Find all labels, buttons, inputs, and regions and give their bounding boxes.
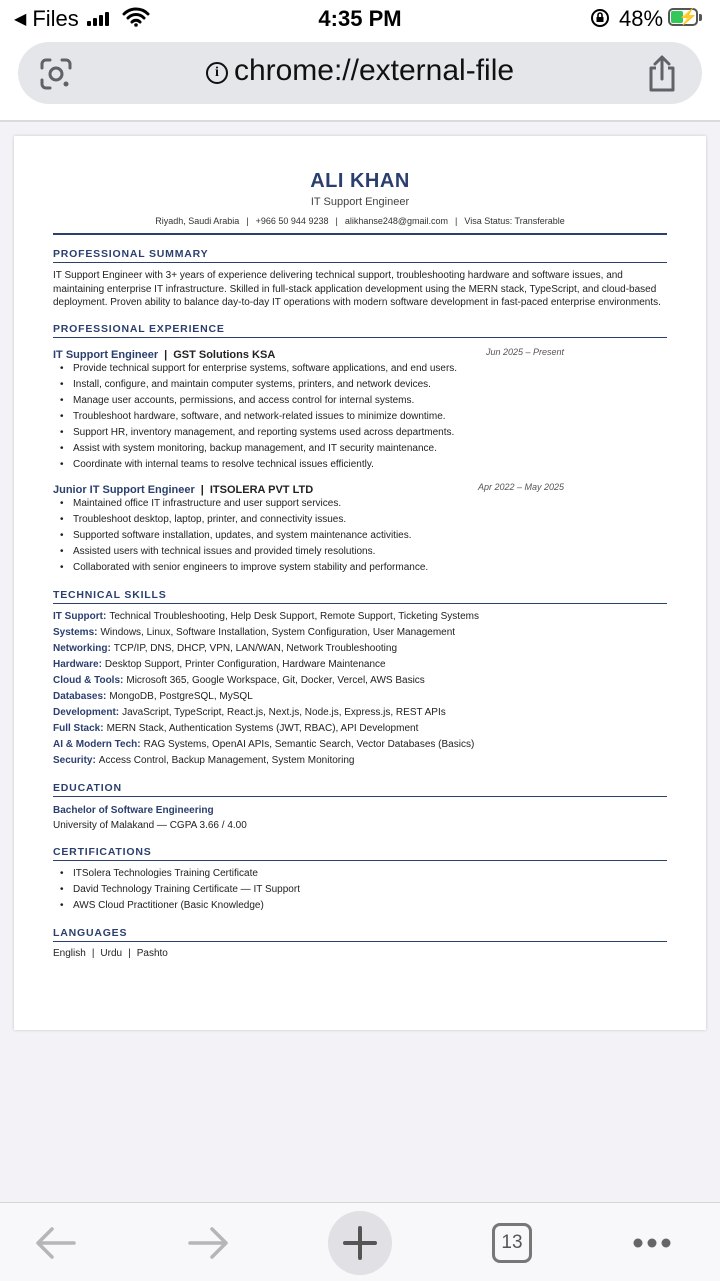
skill-value: Windows, Linux, Software Installation, System Configuration, User Management (100, 626, 456, 638)
skill-value: Desktop Support, Printer Configuration, Hardware Maintenance (104, 658, 386, 670)
list-item: • Assisted users with technical issues and provided timely resolutions. (73, 544, 667, 560)
share-icon[interactable] (644, 54, 680, 94)
section-title-education: EDUCATION (53, 782, 667, 797)
site-info-icon[interactable]: i (206, 62, 228, 84)
skill-row (53, 721, 667, 737)
skill-label: AI & Modern Tech: (53, 739, 141, 751)
job-bullets (53, 361, 667, 473)
contact-location: Riyadh, Saudi Arabia (155, 216, 240, 226)
job-title: Junior IT Support Engineer (53, 483, 195, 496)
list-item: • Provide technical support for enterprise systems, software applications, and end users. (73, 361, 667, 377)
arrow-left-icon (24, 1211, 88, 1275)
tab-count: 13 (492, 1223, 532, 1263)
plus-icon (328, 1211, 392, 1275)
section-title-languages: LANGUAGES (53, 927, 667, 942)
list-item: • Install, configure, and maintain computer systems, printers, and network devices. (73, 377, 667, 393)
job-dates: Jun 2025 – Present (485, 346, 564, 357)
skill-row (53, 705, 667, 721)
language-item: Pashto (136, 948, 168, 960)
resume-role: IT Support Engineer (310, 196, 410, 208)
skill-row (53, 753, 667, 769)
skill-row (53, 673, 667, 689)
contact-visa: Visa Status: Transferable (464, 216, 565, 226)
education-degree: Bachelor of Software Engineering (53, 805, 214, 817)
back-triangle-icon: ◀ (14, 11, 27, 28)
resume-name: ALI KHAN (310, 170, 410, 192)
battery-percentage: 48% (619, 6, 664, 31)
skill-value: Access Control, Backup Management, System Monitoring (98, 755, 355, 767)
job-header (53, 480, 667, 494)
skill-value: MERN Stack, Authentication Systems (JWT, RBAC), API Development (106, 723, 419, 735)
skill-row (53, 625, 667, 641)
section-title-experience: PROFESSIONAL EXPERIENCE (53, 323, 667, 338)
skills-list (53, 609, 667, 770)
job-title-line: Junior IT Support Engineer | ITSOLERA PVT LTD (53, 483, 314, 496)
resume-document (14, 136, 706, 1030)
section-title-summary: PROFESSIONAL SUMMARY (53, 248, 667, 263)
list-item: • ITSolera Technologies Training Certificate (73, 866, 667, 882)
status-bar (0, 0, 720, 36)
list-item: • AWS Cloud Practitioner (Basic Knowledge) (73, 898, 667, 914)
tab-switcher-button[interactable] (480, 1211, 544, 1275)
skill-value: JavaScript, TypeScript, React.js, Next.js, Node.js, Express.js, REST APIs (122, 707, 446, 719)
job-header (53, 345, 667, 359)
skill-label: Security: (53, 755, 96, 767)
header-divider (53, 233, 667, 235)
url-text: chrome://external-file (233, 54, 515, 87)
skill-label: Full Stack: (53, 723, 104, 735)
browser-address-bar (0, 36, 720, 122)
job-title-line: IT Support Engineer | GST Solutions KSA (53, 348, 276, 361)
list-item: • Maintained office IT infrastructure and user support services. (73, 496, 667, 512)
more-dots-icon (620, 1211, 684, 1275)
language-item: English (53, 948, 86, 960)
list-item: • Supported software installation, updates, and system maintenance activities. (73, 528, 667, 544)
arrow-right-icon (176, 1211, 240, 1275)
list-item: • Assist with system monitoring, backup management, and IT security maintenance. (73, 441, 667, 457)
job-company: GST Solutions KSA (173, 348, 276, 361)
skill-label: Hardware: (53, 658, 102, 670)
toolbar-divider (0, 120, 720, 122)
skill-label: Networking: (53, 642, 111, 654)
skill-row (53, 609, 667, 625)
skill-row (53, 689, 667, 705)
job-bullets (53, 496, 667, 576)
list-item: • Collaborated with senior engineers to improve system stability and performance. (73, 560, 667, 576)
job-company: ITSOLERA PVT LTD (209, 483, 314, 496)
languages-line: English | Urdu | Pashto (53, 948, 168, 960)
language-item: Urdu (100, 948, 123, 960)
back-button[interactable] (24, 1211, 88, 1275)
skill-row (53, 641, 667, 657)
list-item: • Manage user accounts, permissions, and access control for internal systems. (73, 393, 667, 409)
list-item: • Troubleshoot hardware, software, and network-related issues to minimize downtime. (73, 409, 667, 425)
section-title-certifications: CERTIFICATIONS (53, 846, 667, 861)
list-item: • Support HR, inventory management, and reporting systems used across departments. (73, 425, 667, 441)
skill-row (53, 737, 667, 753)
job-dates: Apr 2022 – May 2025 (477, 481, 564, 492)
section-title-skills: TECHNICAL SKILLS (53, 589, 667, 604)
summary-text: IT Support Engineer with 3+ years of experience delivering technical support, troubleshooting hardware and software issues, and maintaining enterprise IT infrastructure. Skilled in full-stack application development using the MERN stack, TypeScript, and cloud-based deployment. Proven ability to balance day-to-day IT operations with modern software development in fast-paced enterprise environments. (53, 270, 661, 308)
forward-button[interactable] (176, 1211, 240, 1275)
skill-value: RAG Systems, OpenAI APIs, Semantic Search, Vector Databases (Basics) (143, 739, 475, 751)
job-title: IT Support Engineer (53, 348, 159, 361)
contact-phone: +966 50 944 9238 (255, 216, 329, 226)
skill-value: MongoDB, PostgreSQL, MySQL (109, 690, 253, 702)
battery-icon (668, 8, 698, 26)
skill-value: Microsoft 365, Google Workspace, Git, Docker, Vercel, AWS Basics (126, 674, 425, 686)
education-school: University of Malakand — CGPA 3.66 / 4.00 (53, 820, 247, 832)
skill-label: IT Support: (53, 610, 107, 622)
list-item: • Troubleshoot desktop, laptop, printer, and connectivity issues. (73, 512, 667, 528)
skill-row (53, 657, 667, 673)
contact-line: Riyadh, Saudi Arabia | +966 50 944 9238 | alikhanse248@gmail.com | Visa Status: Transferable (155, 216, 565, 226)
list-item: • David Technology Training Certificate — IT Support (73, 882, 667, 898)
url-display[interactable] (18, 54, 702, 88)
resume-content (53, 170, 667, 959)
skill-label: Cloud & Tools: (53, 674, 124, 686)
more-menu-button[interactable] (620, 1211, 684, 1275)
skill-label: Systems: (53, 626, 98, 638)
skill-label: Development: (53, 707, 120, 719)
bottom-toolbar (0, 1202, 720, 1281)
list-item: • Coordinate with internal teams to resolve technical issues efficiently. (73, 457, 667, 473)
charging-bolt-icon: ⚡ (678, 9, 698, 26)
clock: 4:35 PM (318, 6, 402, 31)
new-tab-button[interactable] (328, 1211, 392, 1275)
orientation-lock-icon (590, 8, 610, 28)
skill-value: Technical Troubleshooting, Help Desk Support, Remote Support, Ticketing Systems (109, 610, 479, 622)
skill-value: TCP/IP, DNS, DHCP, VPN, LAN/WAN, Network Troubleshooting (113, 642, 398, 654)
url-field[interactable] (18, 42, 702, 104)
skill-label: Databases: (53, 690, 107, 702)
back-app-label: Files (32, 6, 79, 31)
certifications-list (53, 866, 667, 914)
contact-email: alikhanse248@gmail.com (344, 216, 449, 226)
